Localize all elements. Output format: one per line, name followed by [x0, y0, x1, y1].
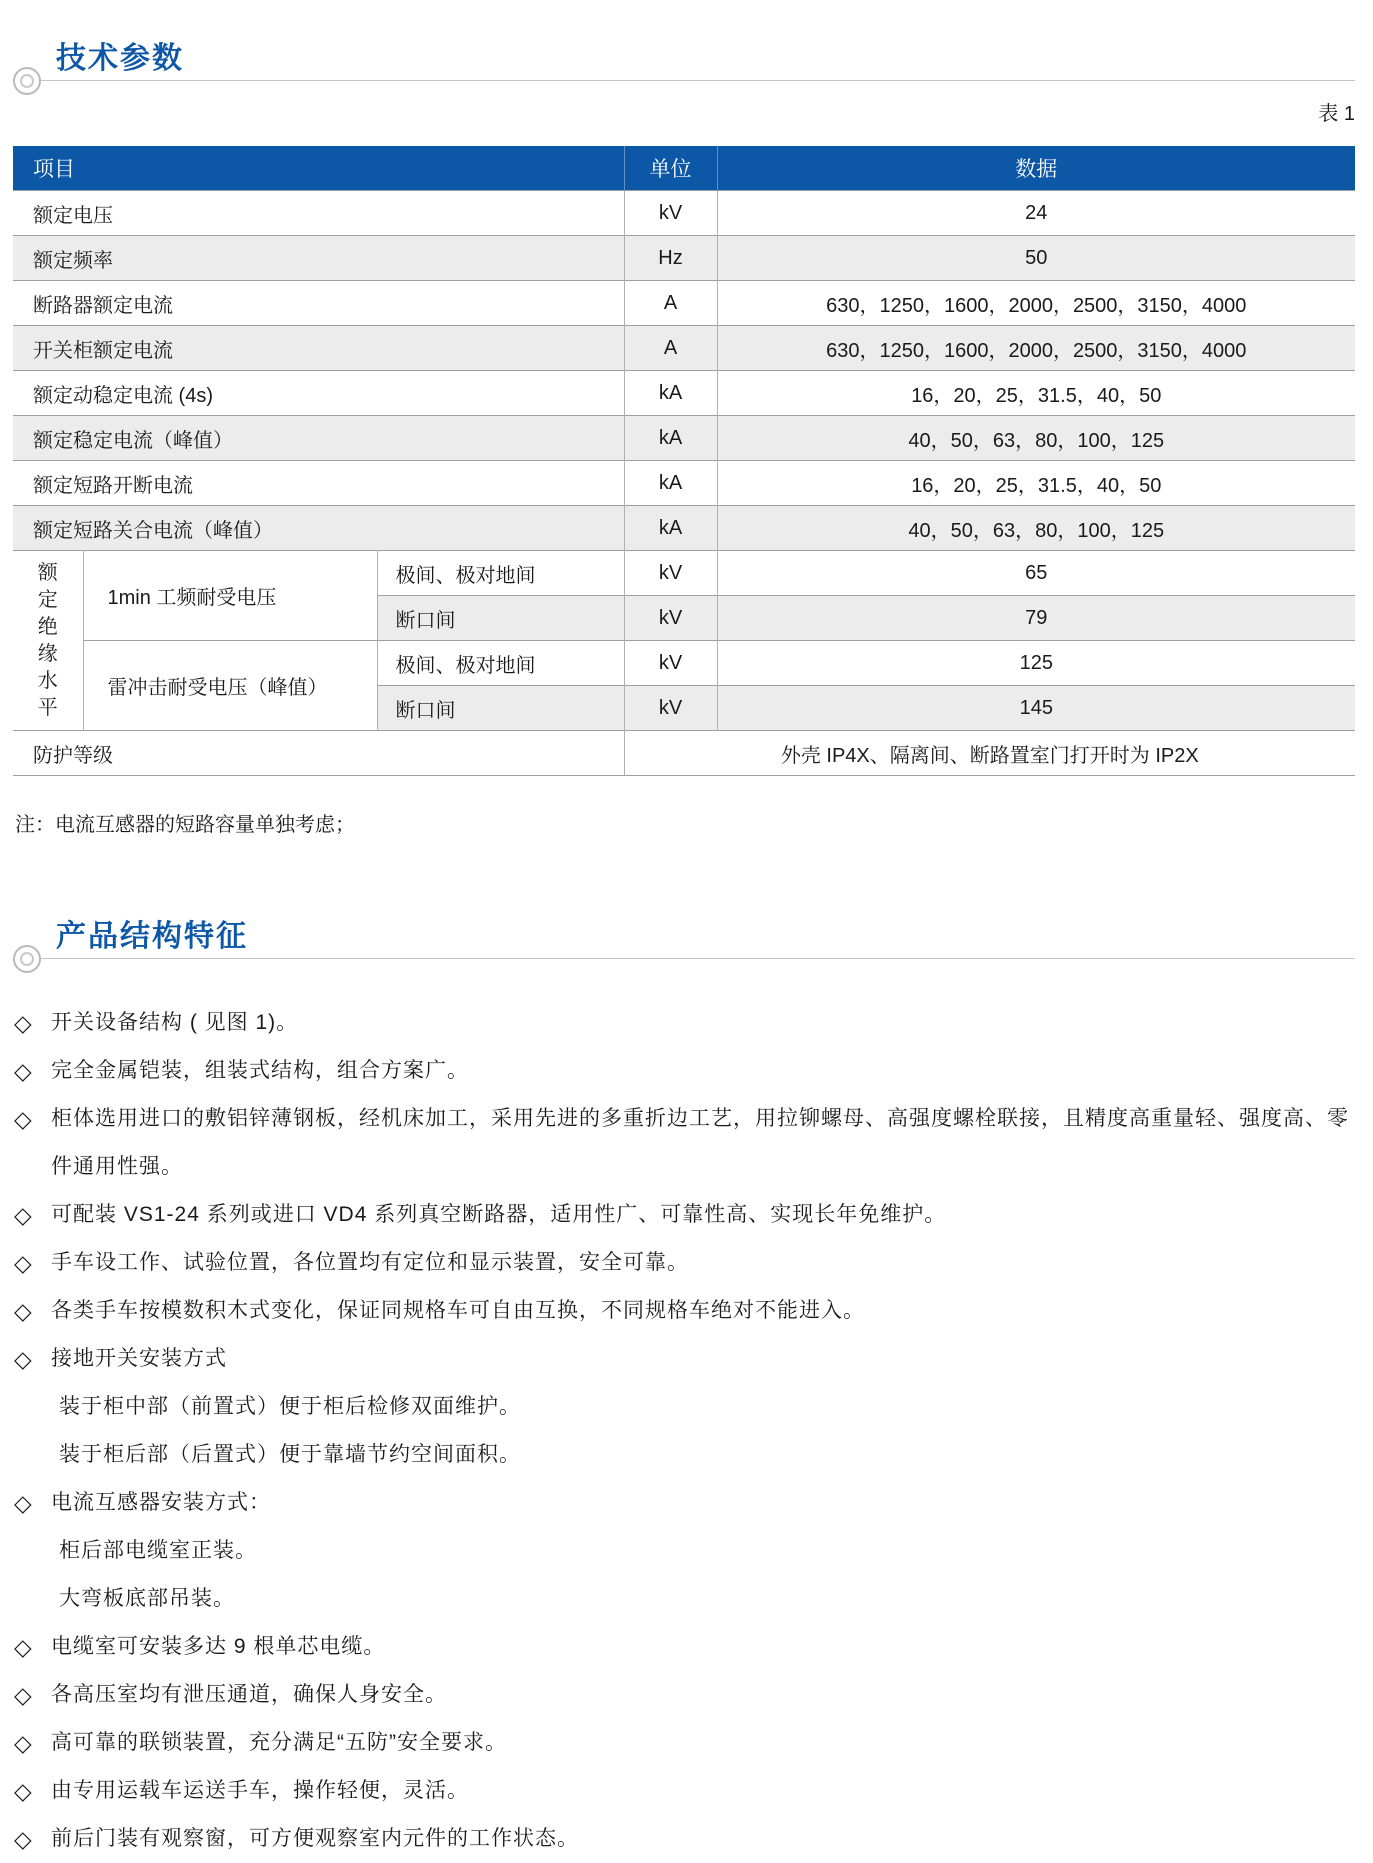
- cell-data: 65: [717, 551, 1355, 596]
- cell-data: 630，1250，1600，2000，2500，3150，4000: [717, 326, 1355, 371]
- cell-item: 额定短路开断电流: [13, 461, 624, 506]
- cell-data: 16，20，25，31.5，40，50: [717, 461, 1355, 506]
- table-row: [13, 641, 1355, 686]
- diamond-bullet-icon: ◇: [14, 1682, 32, 1708]
- cell-data: 125: [717, 641, 1355, 686]
- cell-item: 开关柜额定电流: [13, 326, 624, 371]
- cell-protection-value: 外壳 IP4X、隔离间、断路置室门打开时为 IP2X: [624, 731, 1355, 776]
- col-header-data: 数据: [717, 146, 1355, 191]
- section-title: 产品结构特征: [56, 920, 248, 953]
- diamond-bullet-icon: ◇: [14, 1730, 32, 1756]
- feature-sub-item: 柜后部电缆室正装。: [59, 1539, 257, 1562]
- ring-bullet-icon: [13, 67, 41, 95]
- feature-item: [13, 1191, 1355, 1239]
- cell-item: 额定短路关合电流（峰值）: [13, 506, 624, 551]
- feature-item: [13, 1479, 1355, 1527]
- cell-unit: kV: [624, 191, 717, 236]
- feature-text: 由专用运载车运送手车，操作轻便，灵活。: [51, 1779, 469, 1802]
- cell-group-label: 雷冲击耐受电压（峰值）: [83, 641, 377, 731]
- cell-unit: kV: [624, 596, 717, 641]
- cell-item: 额定电压: [13, 191, 624, 236]
- cell-unit: A: [624, 326, 717, 371]
- table-row: [13, 236, 1355, 281]
- diamond-bullet-icon: ◇: [14, 1106, 32, 1132]
- feature-list: [13, 999, 1355, 1863]
- cell-unit: kV: [624, 686, 717, 731]
- feature-text: 电流互感器安装方式：: [51, 1491, 271, 1514]
- tech-params-table: [13, 146, 1355, 776]
- diamond-bullet-icon: ◇: [14, 1202, 32, 1228]
- table-row: [13, 731, 1355, 776]
- feature-item: [13, 1623, 1355, 1671]
- col-header-item: 项目: [13, 146, 624, 191]
- feature-item: [13, 1671, 1355, 1719]
- table-row: [13, 191, 1355, 236]
- cell-item: 防护等级: [13, 731, 624, 776]
- table-row: [13, 281, 1355, 326]
- cell-data: 16，20，25，31.5，40，50: [717, 371, 1355, 416]
- diamond-bullet-icon: ◇: [14, 1058, 32, 1084]
- feature-item: [13, 1815, 1355, 1863]
- feature-text: 完全金属铠装，组装式结构，组合方案广。: [51, 1059, 469, 1082]
- cell-data: 40，50，63，80，100，125: [717, 416, 1355, 461]
- feature-text: 各高压室均有泄压通道，确保人身安全。: [51, 1683, 447, 1706]
- table-row: [13, 371, 1355, 416]
- cell-insulation-label: [13, 551, 83, 731]
- feature-item: [13, 1287, 1355, 1335]
- feature-text: 柜体选用进口的敷铝锌薄钢板，经机床加工，采用先进的多重折边工艺，用拉铆螺母、高强度螺栓联接，且精度高重量轻、强度高、零件通用性强。: [51, 1107, 1349, 1178]
- diamond-bullet-icon: ◇: [14, 1346, 32, 1372]
- cell-unit: Hz: [624, 236, 717, 281]
- cell-sub-item: 断口间: [377, 596, 624, 641]
- table-row: [13, 551, 1355, 596]
- cell-item: 额定频率: [13, 236, 624, 281]
- section-header-technical-parameters: [13, 37, 1355, 81]
- table-row: [13, 326, 1355, 371]
- section-header-product-structure: [13, 915, 1355, 959]
- ring-inner-icon: [20, 74, 34, 88]
- section-divider-line: [27, 958, 1355, 959]
- table-label: 表 1: [1318, 103, 1355, 125]
- feature-text: 前后门装有观察窗，可方便观察室内元件的工作状态。: [51, 1827, 579, 1850]
- table-footnote: 注：电流互感器的短路容量单独考虑；: [15, 814, 355, 836]
- diamond-bullet-icon: ◇: [14, 1490, 32, 1516]
- feature-text: 可配装 VS1-24 系列或进口 VD4 系列真空断路器，适用性广、可靠性高、实现长年免维护。: [51, 1203, 947, 1226]
- feature-text: 电缆室可安装多达 9 根单芯电缆。: [51, 1635, 386, 1658]
- table-row: [13, 416, 1355, 461]
- cell-unit: kA: [624, 506, 717, 551]
- section-title: 技术参数: [56, 42, 184, 75]
- feature-item: [13, 1767, 1355, 1815]
- feature-item: [13, 1239, 1355, 1287]
- cell-data: 630，1250，1600，2000，2500，3150，4000: [717, 281, 1355, 326]
- feature-item: [13, 999, 1355, 1047]
- cell-data: 40，50，63，80，100，125: [717, 506, 1355, 551]
- cell-unit: kA: [624, 461, 717, 506]
- feature-text: 开关设备结构 ( 见图 1)。: [51, 1011, 299, 1034]
- feature-item: [13, 1719, 1355, 1767]
- cell-unit: kA: [624, 416, 717, 461]
- diamond-bullet-icon: ◇: [14, 1250, 32, 1276]
- ring-inner-icon: [20, 952, 34, 966]
- cell-sub-item: 断口间: [377, 686, 624, 731]
- cell-data: 50: [717, 236, 1355, 281]
- feature-item: [13, 1095, 1355, 1191]
- cell-unit: A: [624, 281, 717, 326]
- table-row: [13, 506, 1355, 551]
- diamond-bullet-icon: ◇: [14, 1010, 32, 1036]
- diamond-bullet-icon: ◇: [14, 1634, 32, 1660]
- feature-sub-item: 装于柜后部（后置式）便于靠墙节约空间面积。: [59, 1443, 521, 1466]
- feature-sub-item: 装于柜中部（前置式）便于柜后检修双面维护。: [59, 1395, 521, 1418]
- cell-group-label: 1min 工频耐受电压: [83, 551, 377, 641]
- feature-item: [13, 1047, 1355, 1095]
- cell-unit: kA: [624, 371, 717, 416]
- cell-item: 额定稳定电流（峰值）: [13, 416, 624, 461]
- feature-text: 高可靠的联锁装置，充分满足“五防”安全要求。: [51, 1731, 507, 1754]
- diamond-bullet-icon: ◇: [14, 1778, 32, 1804]
- cell-data: 24: [717, 191, 1355, 236]
- table-row: [13, 461, 1355, 506]
- feature-text: 各类手车按模数积木式变化，保证同规格车可自由互换，不同规格车绝对不能进入。: [51, 1299, 865, 1322]
- section-divider-line: [27, 80, 1355, 81]
- feature-text: 手车设工作、试验位置，各位置均有定位和显示装置，安全可靠。: [51, 1251, 689, 1274]
- ring-bullet-icon: [13, 945, 41, 973]
- feature-sub-item: 大弯板底部吊装。: [59, 1587, 235, 1610]
- cell-unit: kV: [624, 551, 717, 596]
- feature-text: 接地开关安装方式: [51, 1347, 227, 1370]
- diamond-bullet-icon: ◇: [14, 1826, 32, 1852]
- cell-sub-item: 极间、极对地间: [377, 551, 624, 596]
- cell-item: 断路器额定电流: [13, 281, 624, 326]
- diamond-bullet-icon: ◇: [14, 1298, 32, 1324]
- insulation-vertical-text: 额定绝缘水平: [37, 561, 58, 719]
- feature-item: [13, 1335, 1355, 1383]
- cell-sub-item: 极间、极对地间: [377, 641, 624, 686]
- cell-item: 额定动稳定电流 (4s): [13, 371, 624, 416]
- col-header-unit: 单位: [624, 146, 717, 191]
- cell-data: 145: [717, 686, 1355, 731]
- cell-data: 79: [717, 596, 1355, 641]
- cell-unit: kV: [624, 641, 717, 686]
- table-header-row: [13, 146, 1355, 191]
